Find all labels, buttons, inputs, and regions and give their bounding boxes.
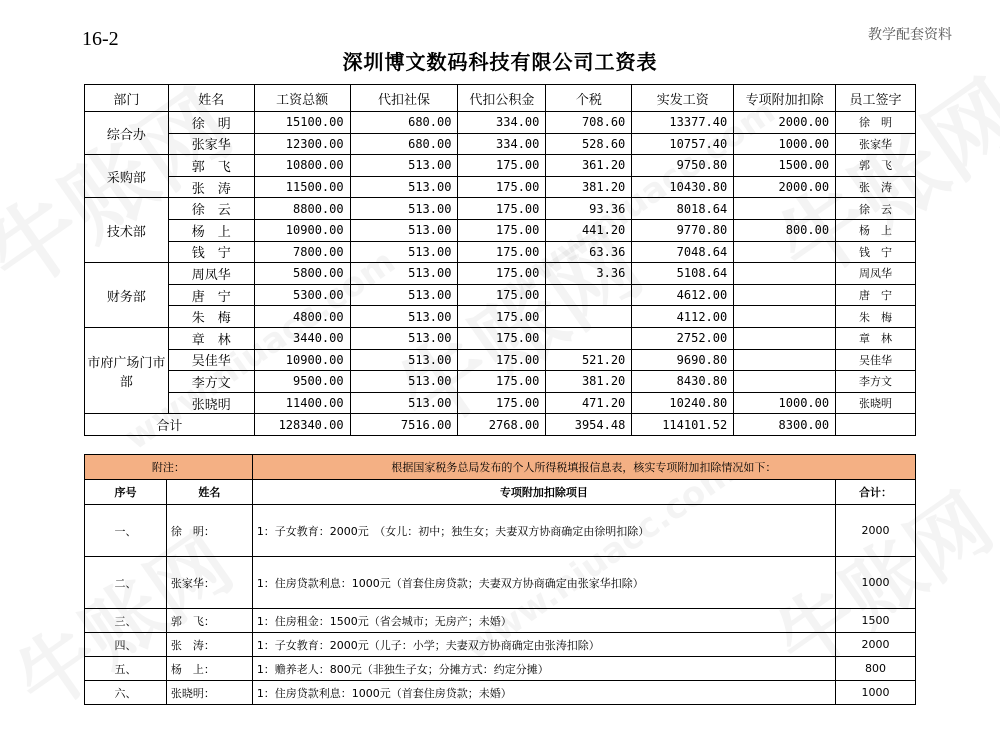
salary-row bbox=[85, 306, 916, 328]
total-tax: 3954.48 bbox=[546, 414, 632, 436]
salary-row bbox=[85, 198, 916, 220]
housing-fund: 334.00 bbox=[458, 112, 546, 134]
page-number: 16-2 bbox=[82, 28, 119, 50]
notes-name: 张家华： bbox=[166, 557, 252, 609]
social-insurance: 513.00 bbox=[350, 371, 458, 393]
notes-header-cell: 合计： bbox=[836, 480, 916, 505]
housing-fund: 175.00 bbox=[458, 306, 546, 328]
employee-name: 杨 上 bbox=[168, 219, 254, 241]
housing-fund: 175.00 bbox=[458, 198, 546, 220]
special-deduction: 2000.00 bbox=[734, 112, 836, 134]
employee-name: 张 涛 bbox=[168, 176, 254, 198]
total-row bbox=[85, 414, 916, 436]
notes-name: 郭 飞： bbox=[166, 609, 252, 633]
notes-name: 徐 明： bbox=[166, 505, 252, 557]
salary-table bbox=[84, 84, 916, 436]
housing-fund: 175.00 bbox=[458, 327, 546, 349]
total-net: 114101.52 bbox=[632, 414, 734, 436]
salary-row bbox=[85, 284, 916, 306]
social-insurance: 680.00 bbox=[350, 133, 458, 155]
special-deduction bbox=[734, 241, 836, 263]
header-cell: 专项附加扣除 bbox=[734, 85, 836, 112]
special-deduction: 800.00 bbox=[734, 219, 836, 241]
notes-header-cell: 姓名 bbox=[166, 480, 252, 505]
notes-seq: 六、 bbox=[85, 681, 167, 705]
social-insurance: 513.00 bbox=[350, 263, 458, 285]
income-tax: 361.20 bbox=[546, 155, 632, 177]
employee-name: 张家华 bbox=[168, 133, 254, 155]
special-deduction: 1000.00 bbox=[734, 133, 836, 155]
social-insurance: 513.00 bbox=[350, 349, 458, 371]
employee-name: 周凤华 bbox=[168, 263, 254, 285]
income-tax bbox=[546, 327, 632, 349]
total-gross: 128340.00 bbox=[254, 414, 350, 436]
department-cell: 市府广场门市部 bbox=[85, 327, 169, 413]
special-deduction bbox=[734, 327, 836, 349]
notes-total: 2000 bbox=[836, 505, 916, 557]
employee-signature: 徐 云 bbox=[836, 198, 916, 220]
net-pay: 4612.00 bbox=[632, 284, 734, 306]
employee-name: 李方文 bbox=[168, 371, 254, 393]
notes-header-cell: 序号 bbox=[85, 480, 167, 505]
notes-total: 1000 bbox=[836, 681, 916, 705]
income-tax bbox=[546, 284, 632, 306]
notes-name: 张 涛： bbox=[166, 633, 252, 657]
gross-pay: 3440.00 bbox=[254, 327, 350, 349]
special-deduction: 1500.00 bbox=[734, 155, 836, 177]
header-cell: 代扣公积金 bbox=[458, 85, 546, 112]
total-sign bbox=[836, 414, 916, 436]
header-cell: 员工签字 bbox=[836, 85, 916, 112]
header-cell: 实发工资 bbox=[632, 85, 734, 112]
employee-name: 吴佳华 bbox=[168, 349, 254, 371]
social-insurance: 513.00 bbox=[350, 392, 458, 414]
income-tax: 521.20 bbox=[546, 349, 632, 371]
employee-signature: 唐 宁 bbox=[836, 284, 916, 306]
net-pay: 2752.00 bbox=[632, 327, 734, 349]
employee-name: 张晓明 bbox=[168, 392, 254, 414]
employee-name: 唐 宁 bbox=[168, 284, 254, 306]
net-pay: 9770.80 bbox=[632, 219, 734, 241]
notes-item: 1：子女教育：2000元 （女儿：初中；独生女；夫妻双方协商确定由徐明扣除） bbox=[252, 505, 835, 557]
gross-pay: 7800.00 bbox=[254, 241, 350, 263]
special-deduction bbox=[734, 284, 836, 306]
header-cell: 代扣社保 bbox=[350, 85, 458, 112]
income-tax: 471.20 bbox=[546, 392, 632, 414]
notes-seq: 四、 bbox=[85, 633, 167, 657]
social-insurance: 513.00 bbox=[350, 219, 458, 241]
notes-total: 1000 bbox=[836, 557, 916, 609]
employee-signature: 章 林 bbox=[836, 327, 916, 349]
gross-pay: 11500.00 bbox=[254, 176, 350, 198]
social-insurance: 513.00 bbox=[350, 155, 458, 177]
social-insurance: 513.00 bbox=[350, 198, 458, 220]
income-tax bbox=[546, 306, 632, 328]
notes-name: 张晓明： bbox=[166, 681, 252, 705]
employee-signature: 张晓明 bbox=[836, 392, 916, 414]
header-cell: 个税 bbox=[546, 85, 632, 112]
income-tax: 528.60 bbox=[546, 133, 632, 155]
income-tax: 63.36 bbox=[546, 241, 632, 263]
total-special: 8300.00 bbox=[734, 414, 836, 436]
salary-row bbox=[85, 112, 916, 134]
total-social: 7516.00 bbox=[350, 414, 458, 436]
salary-row bbox=[85, 349, 916, 371]
department-cell: 综合办 bbox=[85, 112, 169, 155]
gross-pay: 10900.00 bbox=[254, 349, 350, 371]
net-pay: 5108.64 bbox=[632, 263, 734, 285]
employee-name: 徐 云 bbox=[168, 198, 254, 220]
employee-signature: 吴佳华 bbox=[836, 349, 916, 371]
gross-pay: 4800.00 bbox=[254, 306, 350, 328]
net-pay: 4112.00 bbox=[632, 306, 734, 328]
housing-fund: 175.00 bbox=[458, 284, 546, 306]
note-label: 附注： bbox=[85, 455, 253, 480]
notes-total: 800 bbox=[836, 657, 916, 681]
housing-fund: 175.00 bbox=[458, 392, 546, 414]
notes-header-cell: 专项附加扣除项目 bbox=[252, 480, 835, 505]
notes-seq: 五、 bbox=[85, 657, 167, 681]
header-cell: 部门 bbox=[85, 85, 169, 112]
net-pay: 7048.64 bbox=[632, 241, 734, 263]
income-tax: 381.20 bbox=[546, 176, 632, 198]
total-fund: 2768.00 bbox=[458, 414, 546, 436]
notes-item: 1：住房贷款利息：1000元（首套住房贷款；夫妻双方协商确定由张家华扣除） bbox=[252, 557, 835, 609]
salary-row bbox=[85, 327, 916, 349]
special-deduction: 1000.00 bbox=[734, 392, 836, 414]
department-cell: 采购部 bbox=[85, 155, 169, 198]
employee-name: 章 林 bbox=[168, 327, 254, 349]
income-tax: 441.20 bbox=[546, 219, 632, 241]
social-insurance: 513.00 bbox=[350, 284, 458, 306]
gross-pay: 8800.00 bbox=[254, 198, 350, 220]
housing-fund: 175.00 bbox=[458, 176, 546, 198]
special-deduction bbox=[734, 306, 836, 328]
gross-pay: 12300.00 bbox=[254, 133, 350, 155]
net-pay: 9750.80 bbox=[632, 155, 734, 177]
notes-table bbox=[84, 454, 916, 705]
notes-item: 1：住房贷款利息：1000元（首套住房贷款；未婚） bbox=[252, 681, 835, 705]
gross-pay: 11400.00 bbox=[254, 392, 350, 414]
gross-pay: 9500.00 bbox=[254, 371, 350, 393]
corner-label: 教学配套资料 bbox=[868, 27, 952, 43]
net-pay: 9690.80 bbox=[632, 349, 734, 371]
salary-row bbox=[85, 176, 916, 198]
notes-seq: 一、 bbox=[85, 505, 167, 557]
department-cell: 财务部 bbox=[85, 263, 169, 328]
notes-item: 1：赡养老人：800元（非独生子女；分摊方式：约定分摊） bbox=[252, 657, 835, 681]
total-label: 合计 bbox=[85, 414, 255, 436]
header-cell: 姓名 bbox=[168, 85, 254, 112]
notes-item: 1：子女教育：2000元（儿子：小学；夫妻双方协商确定由张涛扣除） bbox=[252, 633, 835, 657]
net-pay: 8430.80 bbox=[632, 371, 734, 393]
note-text: 根据国家税务总局发布的个人所得税填报信息表，核实专项附加扣除情况如下： bbox=[252, 455, 915, 480]
employee-signature: 郭 飞 bbox=[836, 155, 916, 177]
notes-header-row bbox=[85, 480, 916, 505]
notes-seq: 二、 bbox=[85, 557, 167, 609]
notes-total: 2000 bbox=[836, 633, 916, 657]
special-deduction bbox=[734, 263, 836, 285]
social-insurance: 680.00 bbox=[350, 112, 458, 134]
notes-name: 杨 上： bbox=[166, 657, 252, 681]
salary-row bbox=[85, 392, 916, 414]
gross-pay: 5300.00 bbox=[254, 284, 350, 306]
salary-row bbox=[85, 219, 916, 241]
housing-fund: 175.00 bbox=[458, 219, 546, 241]
housing-fund: 175.00 bbox=[458, 349, 546, 371]
housing-fund: 175.00 bbox=[458, 155, 546, 177]
employee-signature: 张 涛 bbox=[836, 176, 916, 198]
employee-signature: 张家华 bbox=[836, 133, 916, 155]
notes-total: 1500 bbox=[836, 609, 916, 633]
salary-row bbox=[85, 241, 916, 263]
salary-row bbox=[85, 155, 916, 177]
net-pay: 13377.40 bbox=[632, 112, 734, 134]
salary-row bbox=[85, 371, 916, 393]
employee-signature: 周凤华 bbox=[836, 263, 916, 285]
employee-signature: 杨 上 bbox=[836, 219, 916, 241]
notes-row bbox=[85, 633, 916, 657]
salary-header-row bbox=[85, 85, 916, 112]
page-title: 深圳博文数码科技有限公司工资表 bbox=[342, 50, 658, 74]
employee-name: 徐 明 bbox=[168, 112, 254, 134]
gross-pay: 10800.00 bbox=[254, 155, 350, 177]
social-insurance: 513.00 bbox=[350, 176, 458, 198]
special-deduction bbox=[734, 349, 836, 371]
employee-signature: 李方文 bbox=[836, 371, 916, 393]
special-deduction bbox=[734, 371, 836, 393]
social-insurance: 513.00 bbox=[350, 241, 458, 263]
gross-pay: 15100.00 bbox=[254, 112, 350, 134]
housing-fund: 175.00 bbox=[458, 241, 546, 263]
housing-fund: 175.00 bbox=[458, 263, 546, 285]
header-cell: 工资总额 bbox=[254, 85, 350, 112]
notes-seq: 三、 bbox=[85, 609, 167, 633]
gross-pay: 5800.00 bbox=[254, 263, 350, 285]
special-deduction: 2000.00 bbox=[734, 176, 836, 198]
employee-name: 郭 飞 bbox=[168, 155, 254, 177]
net-pay: 10430.80 bbox=[632, 176, 734, 198]
notes-row bbox=[85, 557, 916, 609]
net-pay: 10240.80 bbox=[632, 392, 734, 414]
special-deduction bbox=[734, 198, 836, 220]
gross-pay: 10900.00 bbox=[254, 219, 350, 241]
net-pay: 8018.64 bbox=[632, 198, 734, 220]
net-pay: 10757.40 bbox=[632, 133, 734, 155]
employee-signature: 徐 明 bbox=[836, 112, 916, 134]
employee-signature: 钱 宁 bbox=[836, 241, 916, 263]
housing-fund: 175.00 bbox=[458, 371, 546, 393]
social-insurance: 513.00 bbox=[350, 327, 458, 349]
salary-row bbox=[85, 263, 916, 285]
income-tax: 381.20 bbox=[546, 371, 632, 393]
notes-row bbox=[85, 681, 916, 705]
housing-fund: 334.00 bbox=[458, 133, 546, 155]
notes-banner-row bbox=[85, 455, 916, 480]
notes-row bbox=[85, 609, 916, 633]
notes-row bbox=[85, 657, 916, 681]
income-tax: 93.36 bbox=[546, 198, 632, 220]
income-tax: 708.60 bbox=[546, 112, 632, 134]
social-insurance: 513.00 bbox=[350, 306, 458, 328]
department-cell: 技术部 bbox=[85, 198, 169, 263]
employee-name: 朱 梅 bbox=[168, 306, 254, 328]
notes-row bbox=[85, 505, 916, 557]
salary-row bbox=[85, 133, 916, 155]
notes-item: 1：住房租金：1500元（省会城市；无房产；未婚） bbox=[252, 609, 835, 633]
employee-name: 钱 宁 bbox=[168, 241, 254, 263]
income-tax: 3.36 bbox=[546, 263, 632, 285]
employee-signature: 朱 梅 bbox=[836, 306, 916, 328]
